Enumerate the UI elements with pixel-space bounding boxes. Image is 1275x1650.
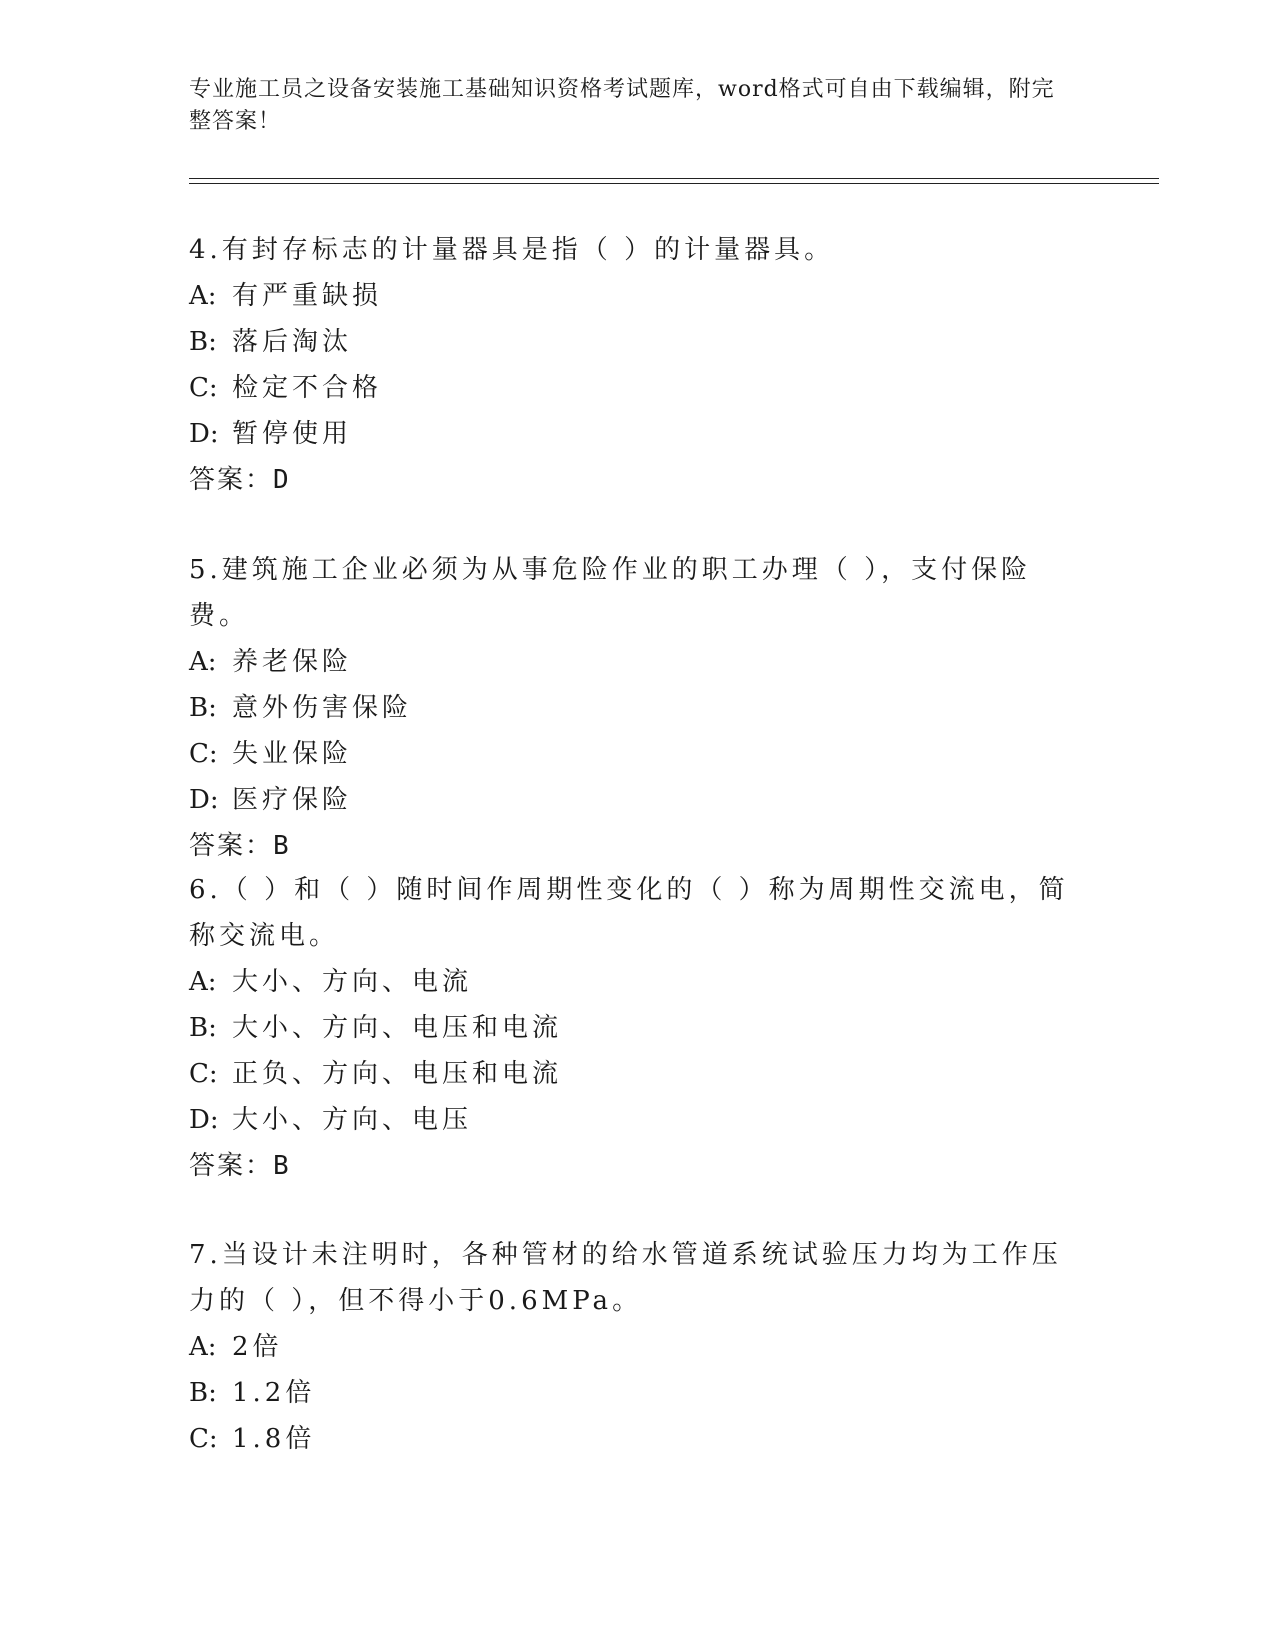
option-letter: A: bbox=[189, 281, 217, 311]
option-c bbox=[189, 1416, 1089, 1462]
answer-line bbox=[189, 1143, 1089, 1189]
answer-label: 答案： bbox=[189, 831, 274, 861]
option-letter: D: bbox=[189, 419, 219, 449]
option-letter: D: bbox=[189, 1105, 219, 1135]
question-6 bbox=[189, 867, 1089, 1189]
option-letter: B: bbox=[189, 327, 217, 357]
option-text: 有严重缺损 bbox=[232, 281, 383, 311]
option-letter: C: bbox=[189, 373, 218, 403]
option-text: 医疗保险 bbox=[232, 785, 353, 815]
answer-value: D bbox=[273, 465, 291, 495]
option-a bbox=[189, 639, 1089, 685]
header-divider-bottom bbox=[189, 183, 1159, 184]
option-text: 1.8倍 bbox=[232, 1424, 316, 1454]
option-letter: C: bbox=[189, 739, 218, 769]
option-text: 2倍 bbox=[232, 1332, 283, 1362]
question-text: 7.当设计未注明时，各种管材的给水管道系统试验压力均为工作压力的（ ），但不得小于0.6MPa。 bbox=[189, 1240, 1062, 1316]
option-b bbox=[189, 1370, 1089, 1416]
option-text: 落后淘汰 bbox=[232, 327, 353, 357]
option-letter: B: bbox=[189, 693, 217, 723]
option-letter: A: bbox=[189, 1332, 217, 1362]
option-text: 大小、方向、电流 bbox=[232, 967, 473, 997]
option-text: 养老保险 bbox=[232, 647, 353, 677]
option-a bbox=[189, 959, 1089, 1005]
option-d bbox=[189, 1097, 1089, 1143]
question-text: 6.（ ）和（ ）随时间作周期性变化的（ ）称为周期性交流电，简称交流电。 bbox=[189, 875, 1069, 951]
option-text: 1.2倍 bbox=[232, 1378, 316, 1408]
answer-label: 答案： bbox=[189, 465, 274, 495]
question-4 bbox=[189, 227, 1089, 503]
option-b bbox=[189, 319, 1089, 365]
question-7 bbox=[189, 1232, 1089, 1462]
option-c bbox=[189, 731, 1089, 777]
option-d bbox=[189, 411, 1089, 457]
option-text: 检定不合格 bbox=[232, 373, 383, 403]
option-letter: A: bbox=[189, 647, 217, 677]
question-text: 4.有封存标志的计量器具是指（ ）的计量器具。 bbox=[189, 235, 835, 265]
answer-value: B bbox=[273, 831, 291, 861]
option-letter: C: bbox=[189, 1059, 218, 1089]
question-text: 5.建筑施工企业必须为从事危险作业的职工办理（ ），支付保险费。 bbox=[189, 555, 1032, 631]
option-letter: C: bbox=[189, 1424, 218, 1454]
option-d bbox=[189, 777, 1089, 823]
answer-line bbox=[189, 823, 1089, 869]
option-letter: D: bbox=[189, 785, 219, 815]
answer-line bbox=[189, 457, 1089, 503]
document-header: 专业施工员之设备安装施工基础知识资格考试题库，word格式可自由下载编辑，附完整答案！ bbox=[189, 77, 1055, 134]
option-text: 大小、方向、电压和电流 bbox=[232, 1013, 563, 1043]
answer-label: 答案： bbox=[189, 1151, 274, 1181]
option-letter: A: bbox=[189, 967, 217, 997]
header-divider-top bbox=[189, 178, 1159, 179]
answer-value: B bbox=[273, 1151, 291, 1181]
option-letter: B: bbox=[189, 1378, 217, 1408]
option-b bbox=[189, 1005, 1089, 1051]
option-text: 失业保险 bbox=[232, 739, 353, 769]
option-a bbox=[189, 273, 1089, 319]
option-text: 大小、方向、电压 bbox=[232, 1105, 473, 1135]
option-a bbox=[189, 1324, 1089, 1370]
option-b bbox=[189, 685, 1089, 731]
option-letter: B: bbox=[189, 1013, 217, 1043]
option-text: 意外伤害保险 bbox=[232, 693, 413, 723]
question-5 bbox=[189, 547, 1089, 869]
option-c bbox=[189, 1051, 1089, 1097]
option-text: 暂停使用 bbox=[232, 419, 353, 449]
option-c bbox=[189, 365, 1089, 411]
option-text: 正负、方向、电压和电流 bbox=[232, 1059, 563, 1089]
